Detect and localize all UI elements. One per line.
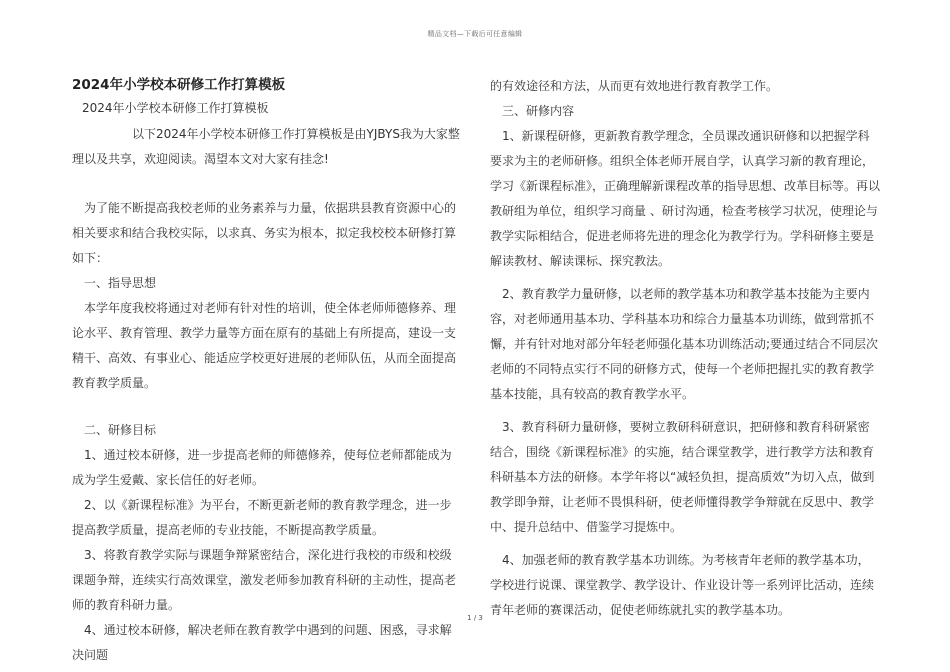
list-item: 2、教育教学力量研修，以老师的教学基本功和教学基本技能为主要内容，对老师通用基本功、学科基本功和综合力量基本功训练，做到常抓不懈，并有针对地对部分年轻老师强化基本功训练活动;要通过结合不同层次老师的不同特点实行不同的研修方式，使每一个老师把握扎实的教育教学基本技能，具有较高的教育教学水平。 bbox=[490, 287, 879, 401]
list-item: 4、通过校本研修，解决老师在教育教学中遇到的问题、困惑，寻求解决问题 bbox=[72, 623, 452, 662]
section-heading-guiding-ideology: 一、指导思想 bbox=[84, 276, 157, 290]
lead-paragraph: 为了能不断提高我校老师的业务素养与力量，依据珙县教育资源中心的相关要求和结合我校实际，以求真、务实为根本，拟定我校校本研修打算如下： bbox=[72, 201, 457, 265]
document-subtitle: 2024年小学校本研修工作打算模板 bbox=[82, 101, 269, 115]
list-item: 3、教育科研力量研修，要树立教研科研意识，把研修和教育科研紧密结合，围绕《新课程标准》的实施，结合课堂教学，进行教学方法和教育科研基本方法的研修。本学年将以“减轻负担，提高质效”为切入点，做到教学即争辩，让老师不畏惧科研，使老师懂得教学争辩就在反思中、教学中、提升总结中、借鉴学习提炼中。 bbox=[490, 420, 875, 534]
list-item: 1、新课程研修，更新教育教学理念，全员课改通识研修和以把握学科要求为主的老师研修。组织全体老师开展自学，认真学习新的教育理论，学习《新课程标准》，正确理解新课程改革的指导思想、改革目标等。再以教研组为单位，组织学习商量 、研讨沟通，检查考核学习状况，使理论与教学实际相结合，促进老师将先进的理念化为教学行为。学科研修主要是解读教材、解读课标、探究教法。 bbox=[490, 129, 881, 268]
section-body-guiding-ideology: 本学年度我校将通过对老师有针对性的培训，使全体老师师德修养、理论水平、教育管理、教学力量等方面在原有的基础上有所提高，建设一支精干、高效、有事业心、能适应学校更好进展的老师队伍，从而全面提高教育教学质量。 bbox=[72, 301, 457, 390]
spacer bbox=[72, 396, 461, 418]
list-item: 4、加强老师的教育教学基本功训练。为考核青年老师的教学基本功，学校进行说课、课堂教学、教学设计、作业设计等一系列评比活动，连续青年老师的赛课活动，促使老师练就扎实的教学基本功。 bbox=[490, 553, 875, 617]
page-title: 2024年小学校本研修工作打算模板 bbox=[72, 77, 286, 93]
goals-continuation: 的有效途径和方法，从而更有效地进行教育教学工作。 bbox=[490, 79, 779, 93]
page-number: 1 / 3 bbox=[467, 614, 483, 622]
section-heading-goals: 二、研修目标 bbox=[84, 423, 157, 437]
header-note: 精品文档—下载后可任意编辑 bbox=[427, 30, 523, 38]
intro-paragraph: 以下2024年小学校本研修工作打算模板是由YJBYS我为大家整理以及共享，欢迎阅读。渴望本文对大家有挂念! bbox=[72, 127, 460, 166]
left-column bbox=[72, 74, 461, 668]
right-column bbox=[490, 74, 880, 623]
list-item: 2、以《新课程标准》为平台，不断更新老师的教育教学理念，进一步提高教学质量，提高老师的专业技能，不断提高教学质量。 bbox=[72, 498, 452, 537]
section-heading-content: 三、研修内容 bbox=[502, 104, 575, 118]
spacer bbox=[72, 172, 461, 196]
list-item: 3、将教育教学实际与课题争辩紧密结合，深化进行我校的市级和校级课题争辩，连续实行高效课堂，激发老师参加教育科研的主动性，提高老师的教育科研力量。 bbox=[72, 548, 457, 612]
list-item: 1、通过校本研修，进一步提高老师的师德修养，使每位老师都能成为成为学生爱戴、家长信任的好老师。 bbox=[72, 448, 452, 487]
